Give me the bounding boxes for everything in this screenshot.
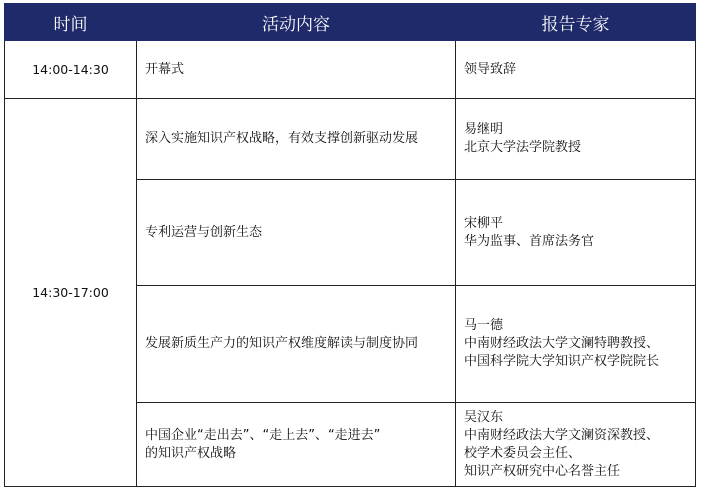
expert-title: 华为监事、首席法务官 <box>464 233 595 249</box>
expert-title: 知识产权研究中心名誉主任 <box>464 463 621 479</box>
activity-cell <box>137 286 456 403</box>
expert-cell <box>456 180 696 286</box>
expert-cell <box>456 99 696 180</box>
expert-cell <box>456 41 696 99</box>
header-expert: 报告专家 <box>456 4 696 41</box>
time-cell: 14:30-17:00 <box>5 99 137 487</box>
activity-line: 中国企业“走出去”、“走上去”、“走进去” <box>145 427 381 443</box>
header-row <box>5 4 696 41</box>
header-time: 时间 <box>5 4 137 41</box>
expert-title: 中南财经政法大学文澜特聘教授、 <box>464 336 660 351</box>
expert-line: 领导致辞 <box>464 61 517 77</box>
activity-cell <box>137 99 456 180</box>
table-row-talk-1 <box>5 99 696 180</box>
expert-cell <box>456 286 696 403</box>
activity-cell <box>137 41 456 99</box>
expert-name: 易继明 <box>464 122 504 137</box>
expert-name: 马一德 <box>464 318 504 333</box>
activity-line: 发展新质生产力的知识产权维度解读与制度协同 <box>145 336 419 351</box>
expert-title: 北京大学法学院教授 <box>464 140 582 155</box>
activity-line: 专利运营与创新生态 <box>145 224 263 240</box>
activity-line: 深入实施知识产权战略，有效支撑创新驱动发展 <box>145 131 419 146</box>
expert-title: 中南财经政法大学文澜资深教授、 <box>464 427 660 443</box>
header-activity: 活动内容 <box>137 4 456 41</box>
agenda-table <box>4 3 696 487</box>
activity-line: 的知识产权战略 <box>145 445 237 461</box>
expert-name: 宋柳平 <box>464 215 504 231</box>
activity-line: 开幕式 <box>145 61 185 77</box>
expert-name: 吴汉东 <box>464 409 504 425</box>
activity-cell <box>137 180 456 286</box>
expert-title: 中国科学院大学知识产权学院院长 <box>464 354 660 369</box>
expert-cell <box>456 403 696 487</box>
table-row-opening <box>5 41 696 99</box>
activity-cell <box>137 403 456 487</box>
expert-title: 校学术委员会主任、 <box>464 445 582 461</box>
time-cell: 14:00-14:30 <box>5 41 137 99</box>
